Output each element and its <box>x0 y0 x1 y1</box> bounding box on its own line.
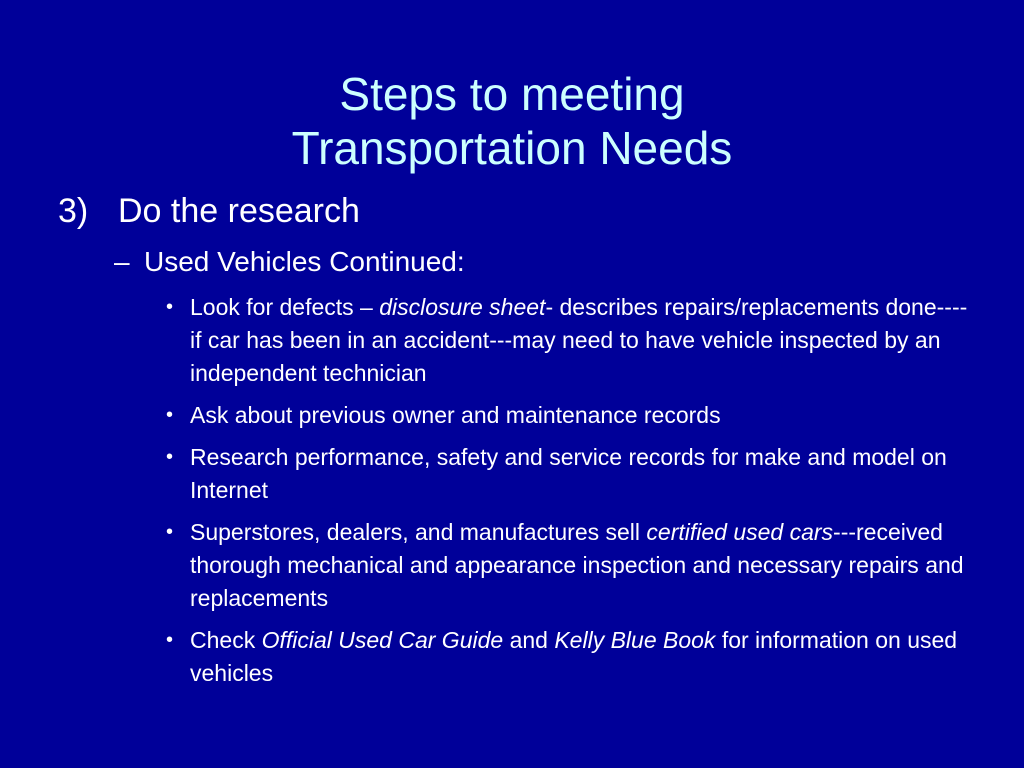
bullet-icon: • <box>166 296 174 318</box>
step-text: Do the research <box>118 192 360 230</box>
bullet-text: - describes repairs/replacements done----if car has been in an accident---may need to have vehicle inspected by an independent technician <box>190 294 968 386</box>
slide-title-line-1: Steps to meeting <box>339 67 685 120</box>
bullet-text: Look for defects – <box>190 294 380 320</box>
bullet-emphasis: Official Used Car Guide <box>261 627 504 653</box>
bullet-emphasis: disclosure sheet <box>379 294 546 320</box>
bullet-icon: • <box>166 521 174 543</box>
bullet-text: for information on used vehicles <box>190 627 958 686</box>
subheading-dash: – <box>114 246 130 277</box>
bullet-text: Ask about previous owner and maintenance records <box>190 402 721 428</box>
bullet-item-defects <box>164 291 974 390</box>
bullet-list <box>164 291 974 699</box>
bullet-item-research-performance <box>164 441 974 507</box>
bullet-icon: • <box>166 446 174 468</box>
bullet-icon: • <box>166 629 174 651</box>
bullet-item-certified-used <box>164 516 974 615</box>
subheading-text: Used Vehicles Continued: <box>144 246 465 277</box>
bullet-text: and <box>503 627 555 653</box>
slide-title <box>0 67 1024 175</box>
bullet-text: Check <box>190 627 262 653</box>
bullet-emphasis: Kelly Blue Book <box>554 627 716 653</box>
bullet-text: Superstores, dealers, and manufactures sell <box>190 519 647 545</box>
bullet-text: Research performance, safety and service records for make and model on Internet <box>190 444 947 503</box>
subheading <box>114 244 465 280</box>
slide-title-line-2: Transportation Needs <box>291 121 733 174</box>
bullet-emphasis: certified used cars <box>646 519 834 545</box>
bullet-icon: • <box>166 404 174 426</box>
bullet-item-price-guides <box>164 624 974 690</box>
bullet-item-owner-records <box>164 399 974 432</box>
step-number: 3) <box>58 192 89 230</box>
bullet-text: ---received thorough mechanical and appearance inspection and necessary repairs and replacements <box>190 519 964 611</box>
step-heading <box>58 190 360 232</box>
